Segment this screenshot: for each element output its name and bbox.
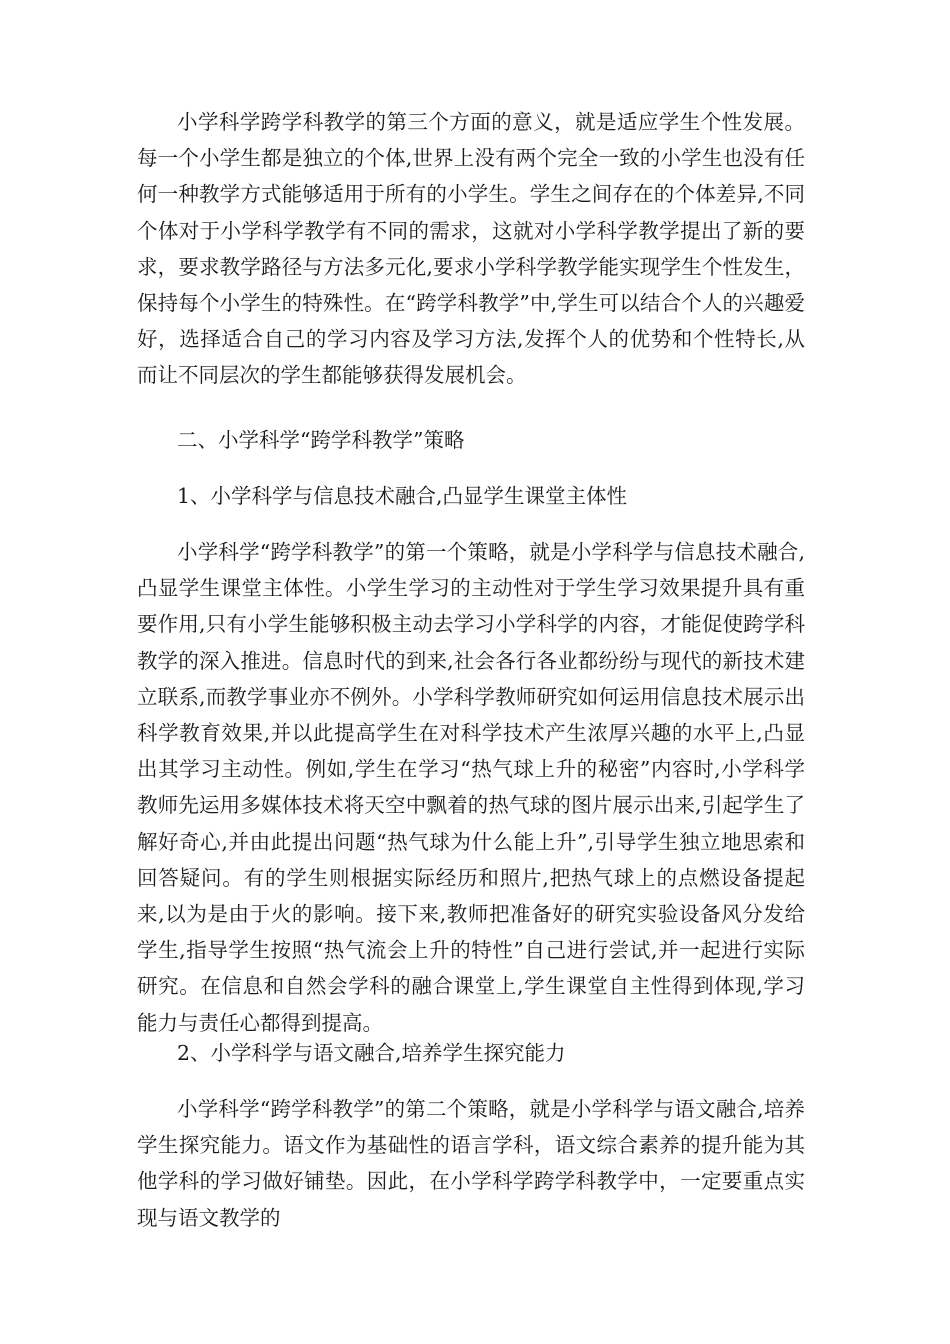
body-paragraph-information-technology: 小学科学“跨学科教学”的第一个策略，就是小学科学与信息技术融合,凸显学生课堂主体性。小学生学习的主动性对于学生学习效果提升具有重要作用,只有小学生能够积极主动去学习小学科学的内容，才能促使跨学科教学的深入推进。信息时代的到来,社会各行各业都纷纷与现代的新技术建立联系,而教学事业亦不例外。小学科学教师研究如何运用信息技术展示出科学教育效果,并以此提高学生在对科学技术产生浓厚兴趣的水平上,凸显出其学习主动性。例如,学生在学习“热气球上升的秘密”内容时,小学科学教师先运用多媒体技术将天空中飘着的热气球的图片展示出来,引起学生了解好奇心,并由此提出问题“热气球为什么能上升”,引导学生独立地思索和回答疑问。有的学生则根据实际经历和照片,把热气球上的点燃设备提起来,以为是由于火的影响。接下来,教师把准备好的研究实验设备风分发给学生,指导学生按照“热气流会上升的特性”自己进行尝试,并一起进行实际研究。在信息和自然会学科的融合课堂上,学生课堂自主性得到体现,学习能力与责任心都得到提高。	[137, 540, 805, 1035]
subheading-chinese-language: 2、小学科学与语文融合,培养学生探究能力	[177, 1041, 566, 1065]
body-paragraph-personality-development: 小学科学跨学科教学的第三个方面的意义，就是适应学生个性发展。每一个小学生都是独立的个体,世界上没有两个完全一致的小学生也没有任何一种教学方式能够适用于所有的小学生。学生之间存在的个体差异,不同个体对于小学科学教学有不同的需求，这就对小学科学教学提出了新的要求，要求教学路径与方法多元化,要求小学科学教学能实现学生个性发生，保持每个小学生的特殊性。在“跨学科教学”中,学生可以结合个人的兴趣爱好，选择适合自己的学习内容及学习方法,发挥个人的优势和个性特长,从而让不同层次的学生都能够获得发展机会。	[137, 110, 805, 388]
section-heading-strategies: 二、小学科学“跨学科教学”策略	[177, 428, 465, 452]
subheading-information-technology: 1、小学科学与信息技术融合,凸显学生课堂主体性	[177, 484, 628, 508]
body-paragraph-chinese-language: 小学科学“跨学科教学”的第二个策略，就是小学科学与语文融合,培养学生探究能力。语文作为基础性的语言学科，语文综合素养的提升能为其他学科的学习做好铺垫。因此，在小学科学跨学科教学中，一定要重点实现与语文教学的	[137, 1097, 805, 1230]
